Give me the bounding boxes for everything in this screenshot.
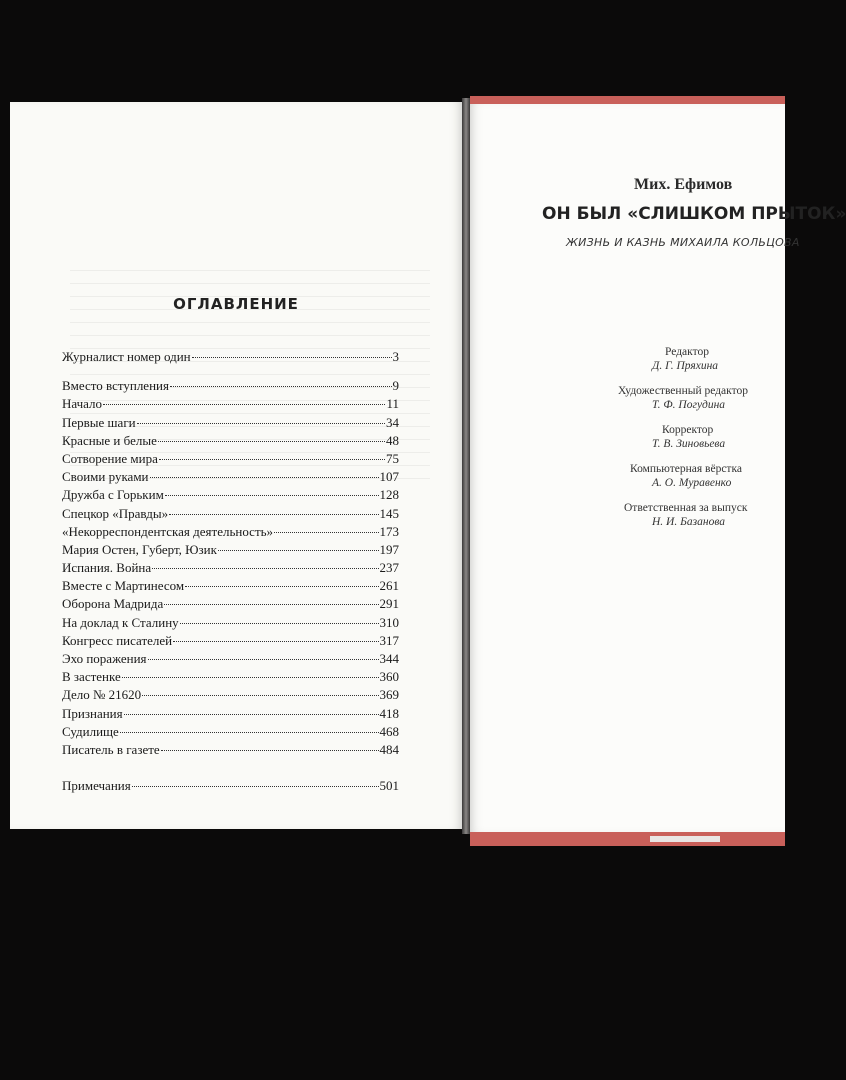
toc-entry [62,395,399,413]
toc-leader [180,622,379,624]
toc-entry [62,377,399,395]
toc-entry-page: 9 [392,378,399,394]
toc-entry-page: 128 [379,487,399,503]
toc-entry-title: Мария Остен, Губерт, Юзик [62,541,217,557]
toc-entry-title: На доклад к Сталину [62,614,179,630]
toc-entry-title: Дело № 21620 [62,687,142,703]
toc-entry [62,468,399,486]
toc-entry [62,723,399,741]
toc-entry-title: Оборона Мадрида [62,596,164,612]
credit-name: А. О. Муравенко [652,477,732,489]
toc-leader [148,658,379,660]
toc-leader [274,531,378,533]
toc-leader [161,749,379,751]
contents-page [10,102,462,829]
credits-block [610,345,785,540]
toc-entry-page: 501 [379,778,399,794]
toc-leader [142,694,378,696]
toc-entry-page: 3 [392,349,399,364]
book-gutter [462,98,470,834]
credit-role: Корректор [662,424,714,436]
toc-entry [62,577,399,595]
toc-entry-title: Эхо поражения [62,651,147,666]
toc-leader [132,785,379,787]
toc-entry-page: 261 [379,578,399,594]
toc-entry-title: Испания. Война [62,560,152,576]
credit-name: Т. В. Зиновьева [652,438,726,450]
credit-name: Н. И. Базанова [652,516,725,528]
toc-entry-page: 317 [379,632,399,648]
cover-edge-top [470,96,785,104]
toc-entry [62,348,399,366]
toc-entry [62,632,399,650]
toc-entry-title: Судилище [62,723,119,739]
toc-entry [62,505,399,523]
toc-leader [165,494,379,496]
credit-art-editor [610,384,785,412]
toc-leader [192,356,392,358]
credit-role: Ответственная за выпуск [624,502,748,514]
toc-entry [62,432,399,450]
credit-name: Т. Ф. Погудина [652,399,726,411]
toc-entry [62,741,399,759]
toc-entry-page: 484 [379,741,399,757]
toc-leader [103,403,385,405]
credit-editor [610,345,785,373]
credit-name: Д. Г. Пряхина [652,360,719,372]
toc-entry-title: Признания [62,705,123,721]
toc-leader [150,476,379,478]
book-title: ОН БЫЛ «СЛИШКОМ ПРЫТОК» [542,204,846,224]
toc-entry-title: Конгресс писателей [62,632,173,648]
credit-role: Компьютерная вёрстка [630,463,742,475]
toc-entry [62,614,399,632]
toc-leader [164,603,378,605]
toc-entry-page: 11 [386,396,399,412]
credit-role: Редактор [665,346,709,358]
book-subtitle: ЖИЗНЬ И КАЗНЬ МИХАИЛА КОЛЬЦОВА [566,236,800,249]
toc-entry [62,705,399,723]
toc-entry-title: Примечания [62,778,131,794]
toc-entry-title: Начало [62,396,103,412]
credit-release [610,501,785,529]
toc-entry [62,668,399,686]
toc-entry-title: Своими руками [62,469,149,485]
toc-entry-title: «Некорреспондентская деятельность» [62,523,274,539]
toc-entry-page: 197 [379,541,399,557]
toc-entry-page: 360 [379,669,399,685]
credit-role: Художественный редактор [618,385,748,397]
toc-entry-page: 237 [379,560,399,576]
toc-leader [120,731,379,733]
toc-entry-page: 75 [386,450,399,466]
toc-entry [62,541,399,559]
toc-entry-page: 369 [379,687,399,703]
cover-edge-strip [650,836,720,842]
toc-entry [62,595,399,613]
toc-leader [159,458,385,460]
toc-entry-title: Вместе с Мартинесом [62,578,185,594]
toc-entry [62,777,399,795]
toc-entry-page: 291 [379,596,399,612]
toc-entry [62,650,399,668]
book-author: Мих. Ефимов [634,176,733,193]
toc-leader [122,676,379,678]
credit-layout [610,462,785,490]
toc-entry-title: Красные и белые [62,432,157,448]
imprint-page [470,104,846,832]
toc-leader [185,585,378,587]
toc-entry-page: 344 [379,651,399,666]
toc-entry [62,486,399,504]
toc-entry [62,450,399,468]
toc-entry-page: 418 [379,705,399,721]
cover-edge-bottom [470,832,785,846]
toc-entry [62,523,399,541]
toc-entry-page: 48 [386,432,399,448]
toc-entry-page: 173 [379,523,399,539]
toc-entry [62,686,399,704]
toc-entry-page: 107 [379,469,399,485]
toc-entry-title: Дружба с Горьким [62,487,164,503]
toc-entry-title: Сотворение мира [62,450,158,466]
toc-entry-title: Писатель в газете [62,741,160,757]
toc-entry-title: Первые шаги [62,414,136,430]
toc-entry-page: 468 [379,723,399,739]
toc-entry-page: 145 [379,505,399,521]
toc-entry-title: Журналист номер один [62,349,191,364]
toc-entry-title: Вместо вступления [62,378,169,394]
toc-entry [62,559,399,577]
toc-entry-page: 310 [379,614,399,630]
toc-leader [170,385,392,387]
toc-heading: ОГЛАВЛЕНИЕ [173,295,299,313]
toc-list [62,348,399,795]
credit-proofreader [610,423,785,451]
toc-leader [218,549,379,551]
toc-entry-page: 34 [386,414,399,430]
toc-entry [62,414,399,432]
toc-leader [158,440,385,442]
toc-leader [173,640,378,642]
toc-leader [169,513,378,515]
toc-entry-title: Спецкор «Правды» [62,505,169,521]
toc-leader [137,422,385,424]
toc-leader [124,713,379,715]
toc-entry-title: В застенке [62,669,121,685]
toc-leader [152,567,378,569]
